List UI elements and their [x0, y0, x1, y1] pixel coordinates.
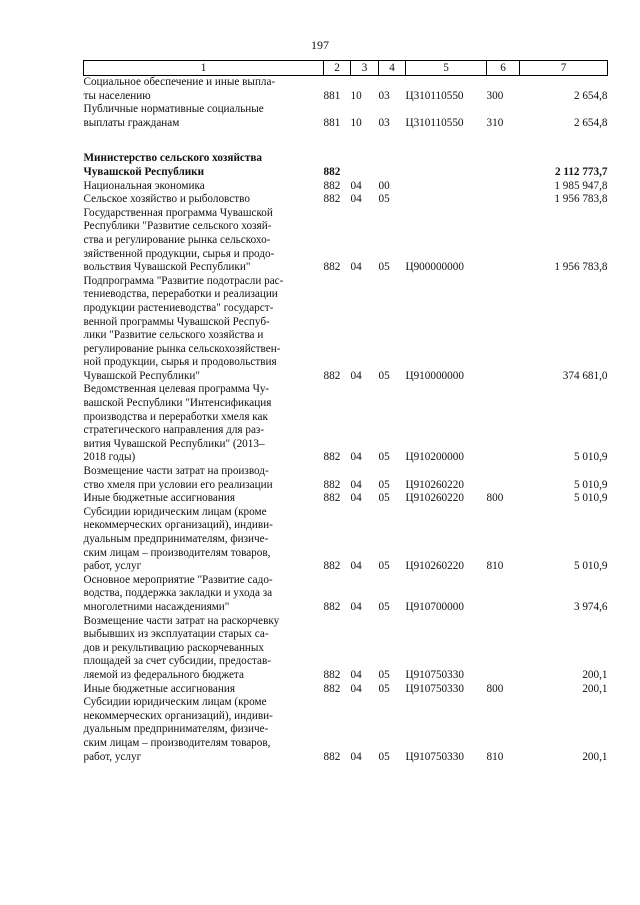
row-name	[84, 506, 324, 574]
row-expense-type	[487, 275, 520, 384]
row-target-article: Ц910260220	[405, 478, 464, 491]
row-name-line: Возмещение части затрат на раскорчевку	[83, 614, 280, 627]
row-section: 04	[350, 261, 362, 274]
row-target-article: Ц910750330	[405, 668, 464, 681]
row-amount: 2 112 773,7	[554, 165, 608, 178]
row-target-article: Ц910260220	[405, 560, 464, 573]
row-name-line: Субсидии юридическим лицам (кроме	[83, 505, 267, 518]
table-row	[84, 696, 608, 764]
row-grbs: 882	[323, 451, 341, 464]
row-grbs: 882	[323, 261, 341, 274]
row-expense-type: 810	[486, 560, 504, 573]
row-section: 04	[350, 179, 362, 192]
header-col-6: 6	[487, 61, 520, 76]
row-name	[84, 193, 324, 207]
row-grbs: 881	[323, 89, 341, 102]
header-col-4: 4	[379, 61, 406, 76]
row-subsection: 03	[378, 116, 390, 129]
row-amount: 5 010,9	[573, 451, 608, 464]
table-row	[84, 492, 608, 506]
row-target-article: Ц910700000	[405, 600, 464, 613]
row-amount: 3 974,6	[573, 600, 608, 613]
row-subsection: 05	[378, 261, 390, 274]
row-subsection: 05	[378, 478, 390, 491]
row-expense-type	[487, 574, 520, 615]
row-expense-type	[487, 383, 520, 465]
row-subsection: 05	[378, 600, 390, 613]
row-grbs: 882	[323, 165, 341, 178]
row-name-line: Чувашской Республики	[83, 165, 205, 178]
table-row	[84, 574, 608, 615]
row-section: 04	[350, 451, 362, 464]
row-section	[351, 152, 379, 179]
header-col-2: 2	[324, 61, 351, 76]
row-amount: 2 654,8	[573, 116, 608, 129]
row-subsection: 05	[378, 750, 390, 763]
row-name-line: Республики "Развитие сельского хозяй-	[83, 220, 272, 233]
row-expense-type: 800	[486, 682, 504, 695]
row-name-line: Основное мероприятие "Развитие садо-	[83, 573, 273, 586]
row-name-line: Министерство сельского хозяйства	[83, 152, 263, 165]
row-name	[84, 696, 324, 764]
row-amount: 200,1	[582, 668, 608, 681]
row-name-line: площадей за счет субсидии, предостав-	[83, 655, 271, 668]
row-amount: 374 681,0	[562, 369, 608, 382]
row-name-line: Иные бюджетные ассигнования	[83, 492, 235, 505]
table-row	[84, 76, 608, 104]
row-name	[84, 465, 324, 492]
row-name-line: многолетними насаждениями"	[83, 600, 230, 613]
row-section: 04	[350, 750, 362, 763]
header-col-7: 7	[520, 61, 608, 76]
row-name-line: некоммерческих организаций), индиви-	[83, 519, 273, 532]
row-target-article	[406, 180, 487, 194]
row-name-line: Чувашской Республики"	[83, 369, 200, 382]
row-target-article: Ц910750330	[405, 750, 464, 763]
row-name	[84, 615, 324, 683]
row-subsection: 05	[378, 492, 390, 505]
row-name-line: тениеводства, переработки и реализации	[83, 288, 278, 301]
row-section: 04	[350, 668, 362, 681]
row-amount: 1 956 783,8	[554, 193, 608, 206]
row-subsection: 05	[378, 451, 390, 464]
row-expense-type: 810	[486, 750, 504, 763]
spacer-row	[84, 130, 608, 152]
row-target-article: Ц310110550	[405, 89, 464, 102]
row-name	[84, 383, 324, 465]
row-expense-type	[487, 180, 520, 194]
row-name-line: Сельское хозяйство и рыболовство	[83, 193, 250, 206]
page-number: 197	[311, 38, 329, 52]
row-section: 10	[350, 116, 362, 129]
row-amount: 1 956 783,8	[554, 261, 608, 274]
table-row	[84, 180, 608, 194]
row-grbs: 882	[323, 668, 341, 681]
row-amount: 200,1	[582, 682, 608, 695]
row-expense-type	[487, 615, 520, 683]
row-name-line: ной продукции, сырья и продовольствия	[83, 356, 277, 369]
row-target-article: Ц910000000	[405, 369, 464, 382]
row-name-line: дуальным предпринимателям, физиче-	[83, 533, 269, 545]
table-row	[84, 615, 608, 683]
row-target-article	[406, 152, 487, 179]
row-amount: 1 985 947,8	[554, 179, 608, 192]
table-row	[84, 275, 608, 384]
row-name-line: водства, поддержка закладки и ухода за	[83, 587, 273, 600]
row-section: 04	[350, 193, 362, 206]
row-name-line: Национальная экономика	[83, 179, 205, 192]
row-grbs: 882	[323, 682, 341, 695]
row-section: 04	[350, 560, 362, 573]
table-header	[84, 61, 608, 76]
row-amount: 200,1	[582, 750, 608, 763]
row-grbs: 882	[323, 193, 341, 206]
row-grbs: 882	[323, 560, 341, 573]
row-name-line: выплаты гражданам	[83, 116, 180, 129]
row-name-line: выбывших из эксплуатации старых са-	[83, 628, 269, 641]
row-name-line: стратегического направления для раз-	[83, 424, 265, 437]
row-name-line: ским лицам – производителям товаров,	[83, 546, 271, 559]
row-name	[84, 492, 324, 506]
row-name-line: зяйственной продукции, сырья и продо-	[83, 247, 275, 260]
row-subsection	[379, 152, 406, 179]
row-name	[84, 574, 324, 615]
row-subsection: 05	[378, 369, 390, 382]
row-name-line: Государственная программа Чувашской	[83, 206, 273, 219]
table-row	[84, 683, 608, 697]
row-name-line: дов и рекультивацию раскорчеванных	[83, 641, 265, 654]
table-body	[84, 76, 608, 765]
table-row	[84, 152, 608, 179]
row-name	[84, 76, 324, 104]
row-target-article: Ц910200000	[405, 451, 464, 464]
row-name-line: Возмещение части затрат на производ-	[83, 465, 269, 478]
table-row	[84, 506, 608, 574]
row-expense-type: 310	[486, 116, 504, 129]
row-grbs: 882	[323, 369, 341, 382]
table-row	[84, 193, 608, 207]
row-section: 04	[350, 478, 362, 491]
row-name-line: 2018 годы)	[83, 451, 136, 464]
row-amount: 2 654,8	[573, 89, 608, 102]
row-subsection: 05	[378, 682, 390, 695]
row-expense-type	[487, 465, 520, 492]
row-expense-type	[487, 152, 520, 179]
row-name-line: работ, услуг	[83, 750, 142, 763]
row-target-article: Ц910750330	[405, 682, 464, 695]
row-amount: 5 010,9	[573, 492, 608, 505]
row-name	[84, 683, 324, 697]
row-amount: 5 010,9	[573, 478, 608, 491]
row-name-line: вития Чувашской Республики" (2013–	[83, 437, 265, 450]
budget-table	[83, 60, 608, 764]
row-name-line: некоммерческих организаций), индиви-	[83, 709, 273, 722]
row-name-line: продукции растениеводства" государст-	[83, 301, 274, 314]
row-name-line: Социальное обеспечение и иные выпла-	[83, 76, 276, 88]
row-expense-type	[487, 207, 520, 275]
row-name-line: дуальным предпринимателям, физиче-	[83, 723, 269, 736]
table-row	[84, 103, 608, 130]
row-section: 10	[350, 89, 362, 102]
row-name-line: ства и регулирование рынка сельскохо-	[83, 233, 271, 246]
row-grbs: 882	[323, 492, 341, 505]
row-subsection: 00	[378, 179, 390, 192]
row-subsection: 05	[378, 560, 390, 573]
row-name-line: Иные бюджетные ассигнования	[83, 682, 235, 695]
row-name-line: венной программы Чувашской Респуб-	[83, 315, 270, 328]
row-name-line: Ведомственная целевая программа Чу-	[83, 383, 270, 396]
row-expense-type: 300	[486, 89, 504, 102]
row-name-line: Субсидии юридическим лицам (кроме	[83, 696, 267, 709]
row-target-article: Ц310110550	[405, 116, 464, 129]
row-section: 04	[350, 492, 362, 505]
row-grbs: 881	[323, 116, 341, 129]
row-name-line: ским лицам – производителям товаров,	[83, 736, 271, 749]
row-name-line: регулирование рынка сельскохозяйствен-	[83, 342, 281, 355]
header-col-3: 3	[351, 61, 379, 76]
row-expense-type	[487, 193, 520, 207]
row-name	[84, 152, 324, 179]
row-grbs: 882	[323, 750, 341, 763]
row-name-line: вольствия Чувашской Республики"	[83, 261, 251, 274]
table-row	[84, 465, 608, 492]
row-grbs: 882	[323, 478, 341, 491]
row-name-line: Публичные нормативные социальные	[83, 103, 264, 116]
row-grbs: 882	[323, 600, 341, 613]
row-section: 04	[350, 369, 362, 382]
header-col-5: 5	[406, 61, 487, 76]
header-col-1: 1	[84, 61, 324, 76]
row-name-line: вашской Республики "Интенсификация	[83, 397, 272, 410]
row-name	[84, 103, 324, 130]
row-expense-type: 800	[486, 492, 504, 505]
row-subsection: 05	[378, 193, 390, 206]
row-section: 04	[350, 600, 362, 613]
row-name-line: работ, услуг	[83, 560, 142, 573]
row-subsection: 05	[378, 668, 390, 681]
row-name-line: производства и переработки хмеля как	[83, 410, 268, 423]
row-name	[84, 207, 324, 275]
row-target-article: Ц910260220	[405, 492, 464, 505]
row-name-line: лики "Развитие сельского хозяйства и	[83, 329, 264, 342]
row-name-line: ты населению	[83, 89, 151, 102]
row-name-line: ляемой из федерального бюджета	[83, 668, 244, 681]
header-row	[84, 61, 608, 76]
row-name-line: ство хмеля при условии его реализации	[83, 478, 273, 491]
row-name-line: Подпрограмма "Развитие подотрасли рас-	[83, 274, 284, 287]
row-name	[84, 275, 324, 384]
row-target-article	[406, 193, 487, 207]
table-row	[84, 207, 608, 275]
row-subsection: 03	[378, 89, 390, 102]
row-section: 04	[350, 682, 362, 695]
row-grbs: 882	[323, 179, 341, 192]
row-target-article: Ц900000000	[405, 261, 464, 274]
table-row	[84, 383, 608, 465]
row-amount: 5 010,9	[573, 560, 608, 573]
row-name	[84, 180, 324, 194]
